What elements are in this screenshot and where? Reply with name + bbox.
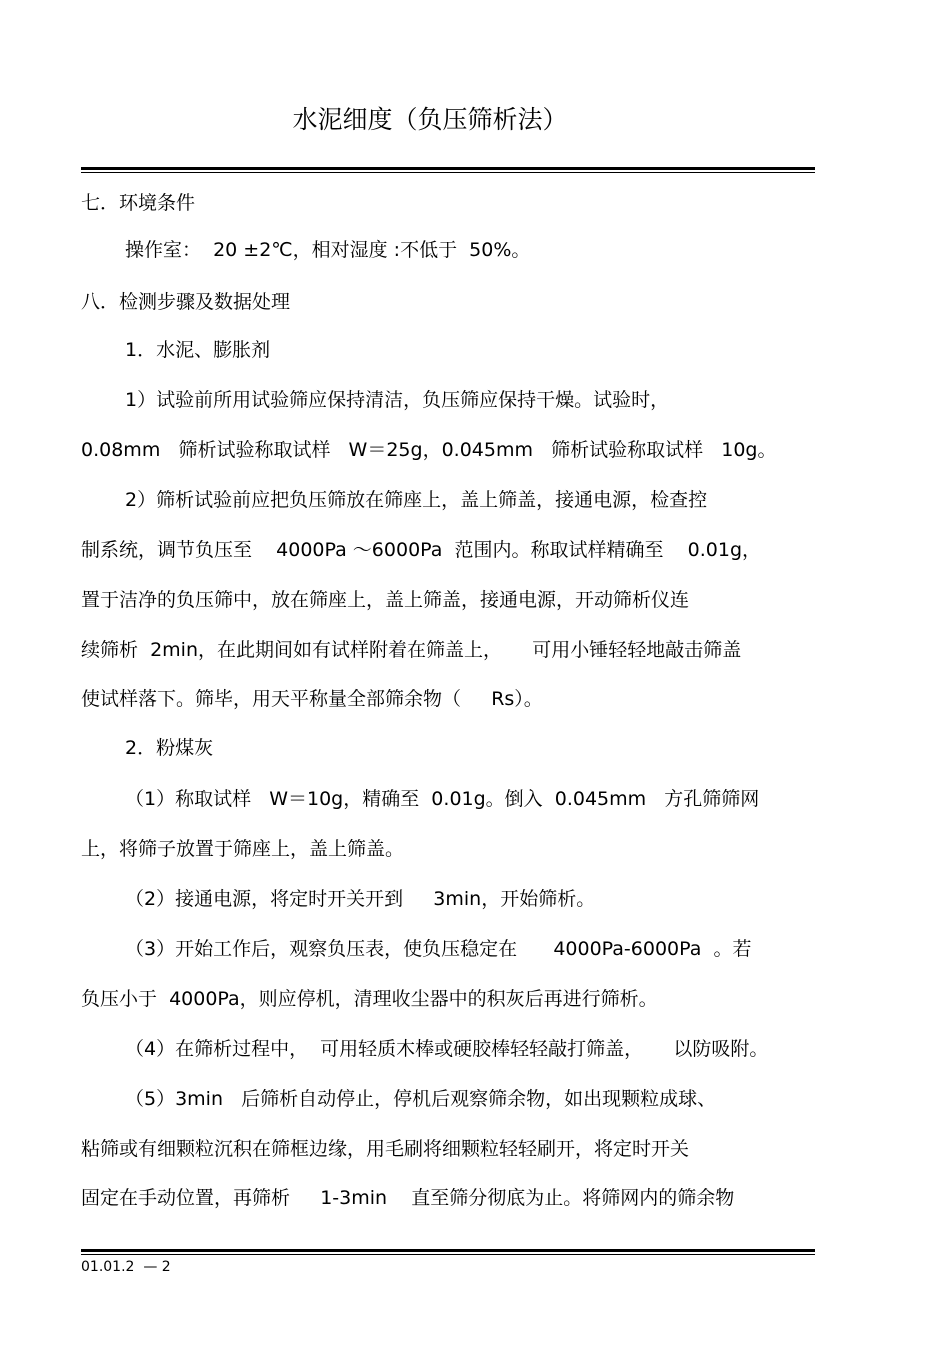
subsection-heading: 2．粉煤灰	[125, 737, 214, 759]
section-heading: 七．环境条件	[81, 192, 196, 214]
paragraph-line: 使试样落下。筛毕，用天平称量全部筛余物（ Rs）。	[81, 688, 543, 710]
header-rule-thick	[81, 167, 815, 170]
footer-rule-thin	[81, 1254, 815, 1255]
paragraph-line: 1）试验前所用试验筛应保持清洁，负压筛应保持干燥。试验时，	[125, 389, 670, 411]
page-footer: 01.01.2 — 2	[81, 1259, 171, 1275]
header-rule-thin	[81, 172, 815, 173]
paragraph-line: 制系统，调节负压至 4000Pa ～6000Pa 范围内。称取试样精确至 0.01g，	[81, 539, 762, 561]
document-title: 水泥细度（负压筛析法）	[292, 105, 568, 134]
paragraph-line: 负压小于 4000Pa，则应停机，清理收尘器中的积灰后再进行筛析。	[81, 988, 658, 1010]
paragraph-line: 0.08mm 筛析试验称取试样 W＝25g，0.045mm 筛析试验称取试样 10g。	[81, 439, 777, 461]
paragraph-line: 续筛析 2min，在此期间如有试样附着在筛盖上， 可用小锤轻轻地敲击筛盖	[81, 639, 742, 661]
paragraph-line: 固定在手动位置，再筛析 1-3min 直至筛分彻底为止。将筛网内的筛余物	[81, 1187, 735, 1209]
subsection-heading: 1．水泥、膨胀剂	[125, 339, 271, 361]
paragraph-line: （4）在筛析过程中， 可用轻质木棒或硬胶棒轻轻敲打筛盖， 以防吸附。	[125, 1038, 769, 1060]
paragraph-line: 上，将筛子放置于筛座上，盖上筛盖。	[81, 838, 405, 860]
paragraph-line: （5）3min 后筛析自动停止，停机后观察筛余物，如出现颗粒成球、	[125, 1088, 717, 1110]
paragraph-line: （3）开始工作后，观察负压表，使负压稳定在 4000Pa-6000Pa 。若	[125, 938, 752, 960]
paragraph-line: 2）筛析试验前应把负压筛放在筛座上，盖上筛盖，接通电源，检查控	[125, 489, 708, 511]
paragraph-line: 操作室： 20 ±2℃，相对湿度 :不低于 50%。	[125, 239, 531, 261]
paragraph-line: （1）称取试样 W＝10g，精确至 0.01g。倒入 0.045mm 方孔筛筛网	[125, 788, 760, 810]
footer-rule-thick	[81, 1249, 815, 1252]
paragraph-line: 粘筛或有细颗粒沉积在筛框边缘，用毛刷将细颗粒轻轻刷开，将定时开关	[81, 1138, 690, 1160]
paragraph-line: 置于洁净的负压筛中，放在筛座上，盖上筛盖，接通电源，开动筛析仪连	[81, 589, 690, 611]
section-heading: 八．检测步骤及数据处理	[81, 291, 291, 313]
paragraph-line: （2）接通电源，将定时开关开到 3min，开始筛析。	[125, 888, 596, 910]
